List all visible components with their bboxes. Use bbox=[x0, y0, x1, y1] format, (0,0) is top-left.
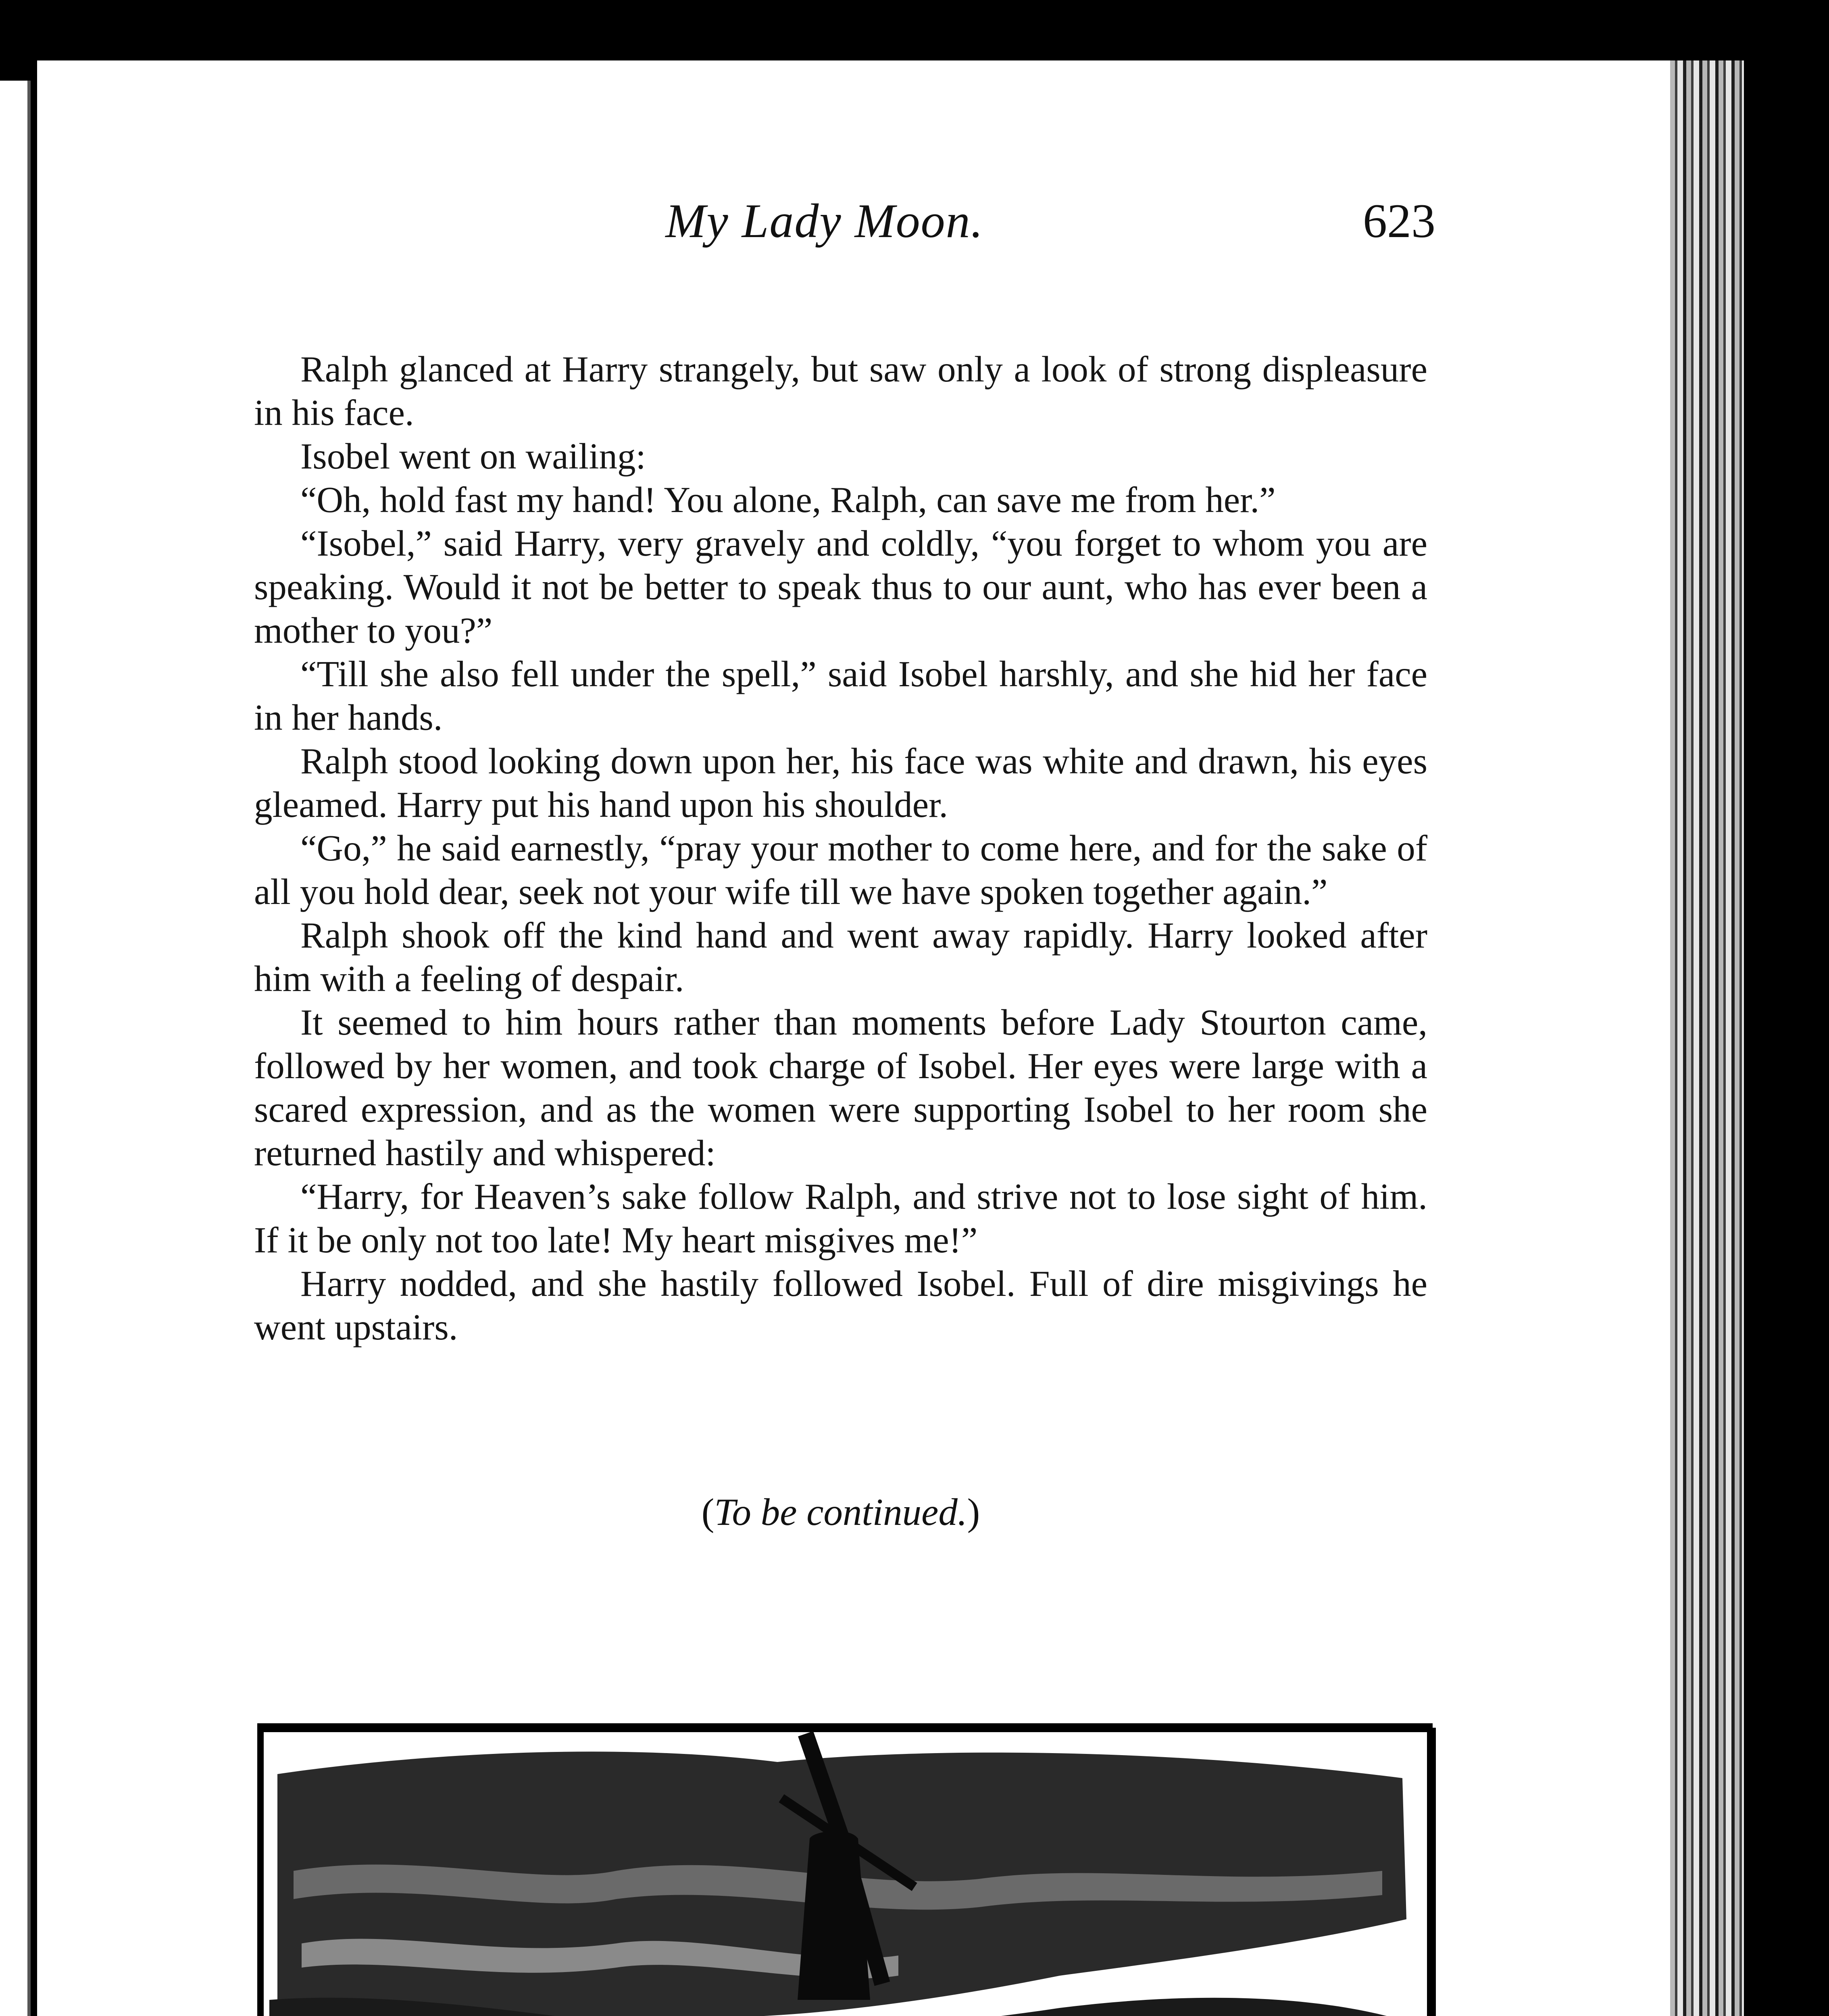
paragraph: “Isobel,” said Harry, very gravely and coldly, “you forget to whom you are speaking. Would it not be better to speak thus to our aunt, who has ever been a mother to you?” bbox=[254, 523, 1427, 651]
paragraph: “Oh, hold fast my hand! You alone, Ralph, can save me from her.” bbox=[300, 479, 1276, 520]
paragraph: Harry nodded, and she hastily followed Isobel. Full of dire misgivings he went upstairs. bbox=[254, 1263, 1427, 1347]
paragraph: Ralph shook off the kind hand and went away rapidly. Harry looked after him with a feeling of despair. bbox=[254, 915, 1427, 999]
continued-text: To be continued. bbox=[714, 1491, 967, 1533]
body-text bbox=[254, 348, 1427, 1349]
page-edge-shadow bbox=[1661, 60, 1744, 2016]
paragraph: Isobel went on wailing: bbox=[300, 436, 646, 477]
running-title: My Lady Moon. bbox=[665, 194, 984, 248]
paragraph: Ralph glanced at Harry strangely, but saw only a look of strong displeasure in his face. bbox=[254, 349, 1427, 433]
continued-close-paren: ) bbox=[967, 1491, 980, 1533]
paragraph: “Go,” he said earnestly, “pray your mother to come here, and for the sake of all you hold dear, seek not your wife till we have spoken together again.” bbox=[254, 828, 1427, 912]
to-be-continued bbox=[254, 1488, 1427, 1536]
continued-open-paren: ( bbox=[701, 1491, 715, 1533]
paragraph: Ralph stood looking down upon her, his face was white and drawn, his eyes gleamed. Harry put his hand upon his shoulder. bbox=[254, 741, 1427, 825]
paragraph: “Till she also fell under the spell,” said Isobel harshly, and she hid her face in her hands. bbox=[254, 654, 1427, 738]
running-head bbox=[214, 193, 1435, 249]
page-number: 623 bbox=[1363, 194, 1435, 248]
paragraph: “Harry, for Heaven’s sake follow Ralph, and strive not to lose sight of him. If it be only not too late! My heart misgives me!” bbox=[254, 1176, 1427, 1260]
facing-page-edge bbox=[0, 81, 31, 2016]
windmill-illustration bbox=[253, 1718, 1439, 2016]
paragraph: It seemed to him hours rather than moments before Lady Stourton came, followed by her women, and took charge of Isobel. Her eyes were large with a scared expression, and as the women were supporting Isobel to her room she returned hastily and whispered: bbox=[254, 1002, 1427, 1173]
